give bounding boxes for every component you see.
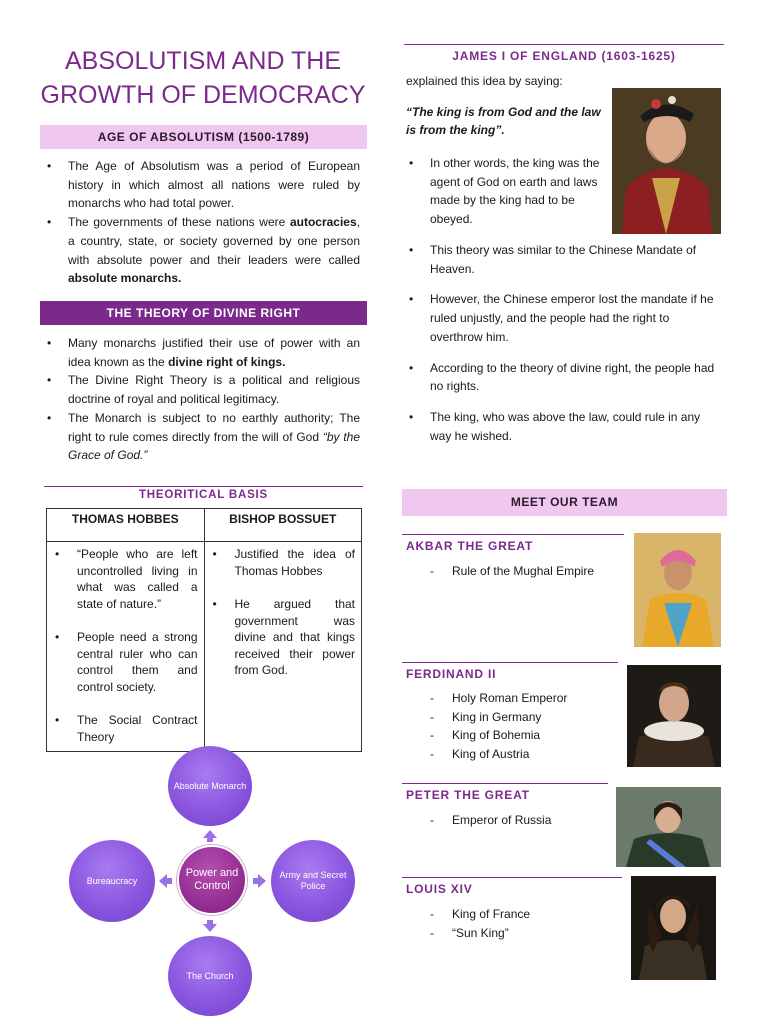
list-item: • The Age of Absolutism was a period of European history in which almost all nations were ruled by monarchs who had total power. <box>40 157 360 213</box>
list-item: • However, the Chinese emperor lost the mandate if he ruled unjustly, and the people had the right to overthrow him. <box>402 290 724 346</box>
list-item: - “Sun King” <box>428 924 530 943</box>
list-item: - Holy Roman Emperor <box>428 689 567 708</box>
list-item: • This theory was similar to the Chinese Mandate of Heaven. <box>402 241 724 278</box>
meet-our-team-heading: MEET OUR TEAM <box>402 489 727 516</box>
node-power-and-control: Power and Control <box>177 845 247 915</box>
list-item: - Rule of the Mughal Empire <box>428 562 594 581</box>
list-item: • The Monarch is subject to no earthly authority; The right to rule comes directly from the will of God “by the Grace of God.” <box>40 409 360 465</box>
peter-portrait-image <box>616 787 721 867</box>
node-the-church: The Church <box>168 936 252 1016</box>
list-item: - King in Germany <box>428 708 567 727</box>
basis-heading: THEORITICAL BASIS <box>138 489 269 501</box>
list-item: • The king, who was above the law, could rule in any way he wished. <box>402 408 724 445</box>
list-item: • “People who are left uncontrolled living in what was called a state of nature.” <box>51 546 198 612</box>
peter-name: PETER THE GREAT <box>406 788 530 802</box>
peter-portrait <box>616 787 721 867</box>
arrow-right <box>253 874 266 888</box>
age-of-absolutism-heading: AGE OF ABSOLUTISM (1500-1789) <box>40 125 367 149</box>
louis-name: LOUIS XIV <box>406 882 473 896</box>
arrow-left <box>159 874 172 888</box>
ferdinand-rule <box>402 662 618 663</box>
james-portrait <box>612 88 721 234</box>
james-rule <box>404 44 724 45</box>
node-bureaucracy: Bureaucracy <box>69 840 155 922</box>
akbar-name: AKBAR THE GREAT <box>406 539 534 553</box>
james-intro: explained this idea by saying: <box>406 74 563 88</box>
arrow-down <box>203 920 217 932</box>
list-item: - King of Austria <box>428 745 567 764</box>
ferdinand-name: FERDINAND II <box>406 667 497 681</box>
title-line-2: GROWTH OF DEMOCRACY <box>40 81 366 109</box>
james-portrait-image <box>612 88 721 234</box>
ferdinand-portrait-image <box>627 665 721 767</box>
list-item: • In other words, the king was the agent of God on earth and laws made by the king had to be obeyed. <box>402 154 606 229</box>
node-army-secret-police: Army and Secret Police <box>271 840 355 922</box>
james-heading: JAMES I OF ENGLAND (1603-1625) <box>452 49 676 63</box>
list-item: • The Social Contract Theory <box>51 712 198 745</box>
list-item: • The Divine Right Theory is a political and religious doctrine of royal and political legitimacy. <box>40 371 360 408</box>
title-line-1: ABSOLUTISM AND THE <box>65 47 341 75</box>
list-item: - Emperor of Russia <box>428 811 551 830</box>
list-item: - King of France <box>428 905 530 924</box>
akbar-portrait-image <box>634 533 721 647</box>
james-list-top <box>402 154 606 229</box>
arrow-up <box>203 830 217 842</box>
ferdinand-portrait <box>627 665 721 767</box>
akbar-list <box>428 562 594 581</box>
list-item: • According to the theory of divine right, the people had no rights. <box>402 359 724 396</box>
list-item: • Many monarchs justified their use of power with an idea known as the divine right of kings. <box>40 334 360 371</box>
list-item: • The governments of these nations were autocracies, a country, state, or society governed by one person with absolute power and their leaders were called absolute monarchs. <box>40 213 360 288</box>
divine-right-heading: THE THEORY OF DIVINE RIGHT <box>40 301 367 325</box>
akbar-rule <box>402 534 624 535</box>
akbar-portrait <box>634 533 721 647</box>
ferdinand-list <box>428 689 567 763</box>
james-list <box>402 241 724 445</box>
list-item: • People need a strong central ruler who can control them and control society. <box>51 629 198 695</box>
louis-list <box>428 905 530 942</box>
list-item: • He argued that government was divine and that kings received their power from God. <box>209 596 356 679</box>
james-quote: “The king is from God and the law is from the king”. <box>406 105 601 137</box>
louis-portrait-image <box>631 876 716 980</box>
louis-rule <box>402 877 622 878</box>
peter-list <box>428 811 551 830</box>
node-absolute-monarch: Absolute Monarch <box>168 746 252 826</box>
louis-portrait <box>631 876 716 980</box>
peter-rule <box>402 783 608 784</box>
table-header-hobbes: THOMAS HOBBES <box>47 509 205 542</box>
list-item: - King of Bohemia <box>428 726 567 745</box>
table-header-bossuet: BISHOP BOSSUET <box>204 509 362 542</box>
list-item: • Justified the idea of Thomas Hobbes <box>209 546 356 579</box>
